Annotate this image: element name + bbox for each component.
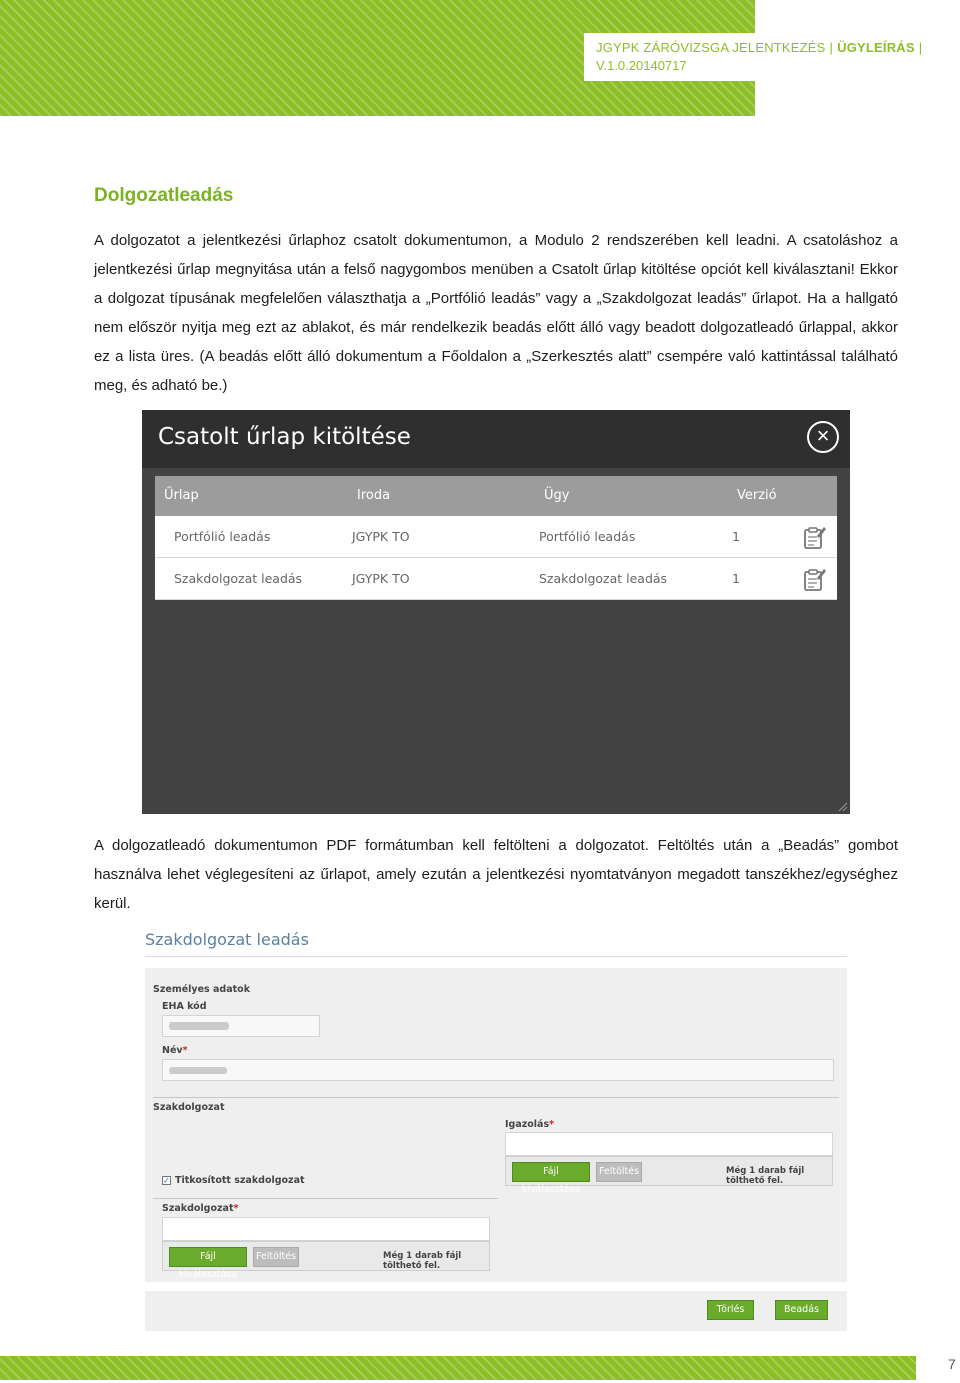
name-label: Név* — [162, 1045, 188, 1056]
column-header-version: Verzió — [737, 488, 777, 503]
secret-thesis-label: Titkosított szakdolgozat — [175, 1175, 305, 1186]
eha-code-field[interactable] — [162, 1015, 320, 1037]
divider — [145, 956, 847, 957]
eha-label: EHA kód — [162, 1001, 207, 1012]
thesis-section-label: Szakdolgozat — [153, 1102, 225, 1113]
modal-title: Csatolt űrlap kitöltése — [158, 424, 411, 450]
header-version: V.1.0.20140717 — [596, 58, 687, 73]
row-office: JGYPK TO — [352, 571, 410, 586]
row-office: JGYPK TO — [352, 529, 410, 544]
close-icon[interactable]: × — [807, 421, 839, 453]
upload-button[interactable]: Feltöltés — [253, 1247, 299, 1267]
thesis-file-list — [162, 1217, 490, 1241]
section-title: Dolgozatleadás — [94, 185, 234, 206]
attached-form-modal — [142, 410, 850, 814]
certificate-label: Igazolás* — [505, 1119, 555, 1130]
row-form: Portfólió leadás — [174, 529, 271, 544]
delete-button[interactable]: Törlés — [707, 1300, 754, 1320]
row-case: Szakdolgozat leadás — [539, 571, 668, 586]
files-remaining-note: Még 1 darab fájl tölthető fel. — [726, 1166, 805, 1186]
personal-section-label: Személyes adatok — [153, 984, 251, 995]
form-title: Szakdolgozat leadás — [145, 930, 309, 949]
resize-grip-icon[interactable] — [838, 802, 848, 812]
row-case: Portfólió leadás — [539, 529, 636, 544]
certificate-upload-bar — [505, 1156, 833, 1195]
column-header-case: Ügy — [544, 488, 570, 503]
row-version: 1 — [732, 529, 740, 544]
choose-file-button[interactable]: Fájl kiválasztása — [512, 1162, 590, 1182]
thesis-file-label: Szakdolgozat* — [162, 1203, 239, 1214]
table-header — [155, 476, 837, 516]
page-number: 7 — [948, 1356, 956, 1372]
row-form: Szakdolgozat leadás — [174, 571, 303, 586]
header-title: JGYPK ZÁRÓVIZSGA JELENTKEZÉS — [596, 40, 826, 55]
choose-file-button[interactable]: Fájl kiválasztása — [169, 1247, 247, 1267]
footer-stripe-band — [0, 1356, 916, 1380]
edit-form-icon[interactable] — [803, 524, 827, 550]
paragraph-intro: A dolgozatot a jelentkezési űrlaphoz csatolt dokumentumon, a Modulo 2 rendszerében kell leadni. A csatoláshoz a jelentkezési űrlap megnyitása után a felső nagygombos menüben a Csatolt űrlap kitöltése opciót kell kiválasztani! Ekkor a dolgozat típusának megfelelően választhatja a „Portfólió leadás” vagy a „Szakdolgozat leadás” űrlapot. Ha a hallgató nem először nyitja meg ezt az ablakot, és már rendelkezik beadás előtt álló vagy beadott dolgozatleadó űrlappal, akkor ez a lista üres. (A beadás előtt álló dokumentum a Főoldalon a „Szerkesztés alatt” csempére való kattintással található meg, és adható be.) — [94, 232, 898, 394]
certificate-file-list — [505, 1132, 833, 1156]
header-separator: | — [829, 40, 834, 55]
submit-button[interactable]: Beadás — [775, 1300, 828, 1320]
divider — [153, 1097, 839, 1098]
paragraph-upload: A dolgozatleadó dokumentumon PDF formátumban kell feltölteni a dolgozatot. Feltöltés után a „Beadás” gombot használva lehet véglegesíteni az űrlapot, amely ezután a jelentkezési nyomtatványon megadott tanszékhez/egységhez kerül. — [94, 837, 898, 912]
header-separator: | — [918, 40, 923, 55]
files-remaining-note: Még 1 darab fájl tölthető fel. — [383, 1251, 462, 1271]
thesis-submission-form — [145, 926, 847, 1331]
edit-form-icon[interactable] — [803, 566, 827, 592]
header-title-line — [596, 40, 926, 55]
column-header-form: Űrlap — [164, 488, 199, 503]
thesis-upload-bar — [162, 1241, 490, 1280]
name-field[interactable] — [162, 1059, 834, 1081]
column-header-office: Iroda — [357, 488, 391, 503]
form-footer — [145, 1291, 847, 1331]
table-row[interactable] — [155, 516, 837, 558]
divider — [153, 1198, 498, 1199]
table-row[interactable] — [155, 558, 837, 600]
redacted-value — [169, 1022, 229, 1030]
header-section: ÜGYLEÍRÁS — [837, 40, 915, 55]
form-body — [145, 968, 847, 1282]
secret-thesis-checkbox[interactable]: ✓ — [163, 1176, 170, 1185]
redacted-value — [169, 1067, 227, 1074]
document-header — [584, 33, 960, 81]
modal-titlebar — [142, 410, 850, 468]
form-list-table — [155, 476, 837, 600]
row-version: 1 — [732, 571, 740, 586]
upload-button[interactable]: Feltöltés — [596, 1162, 642, 1182]
